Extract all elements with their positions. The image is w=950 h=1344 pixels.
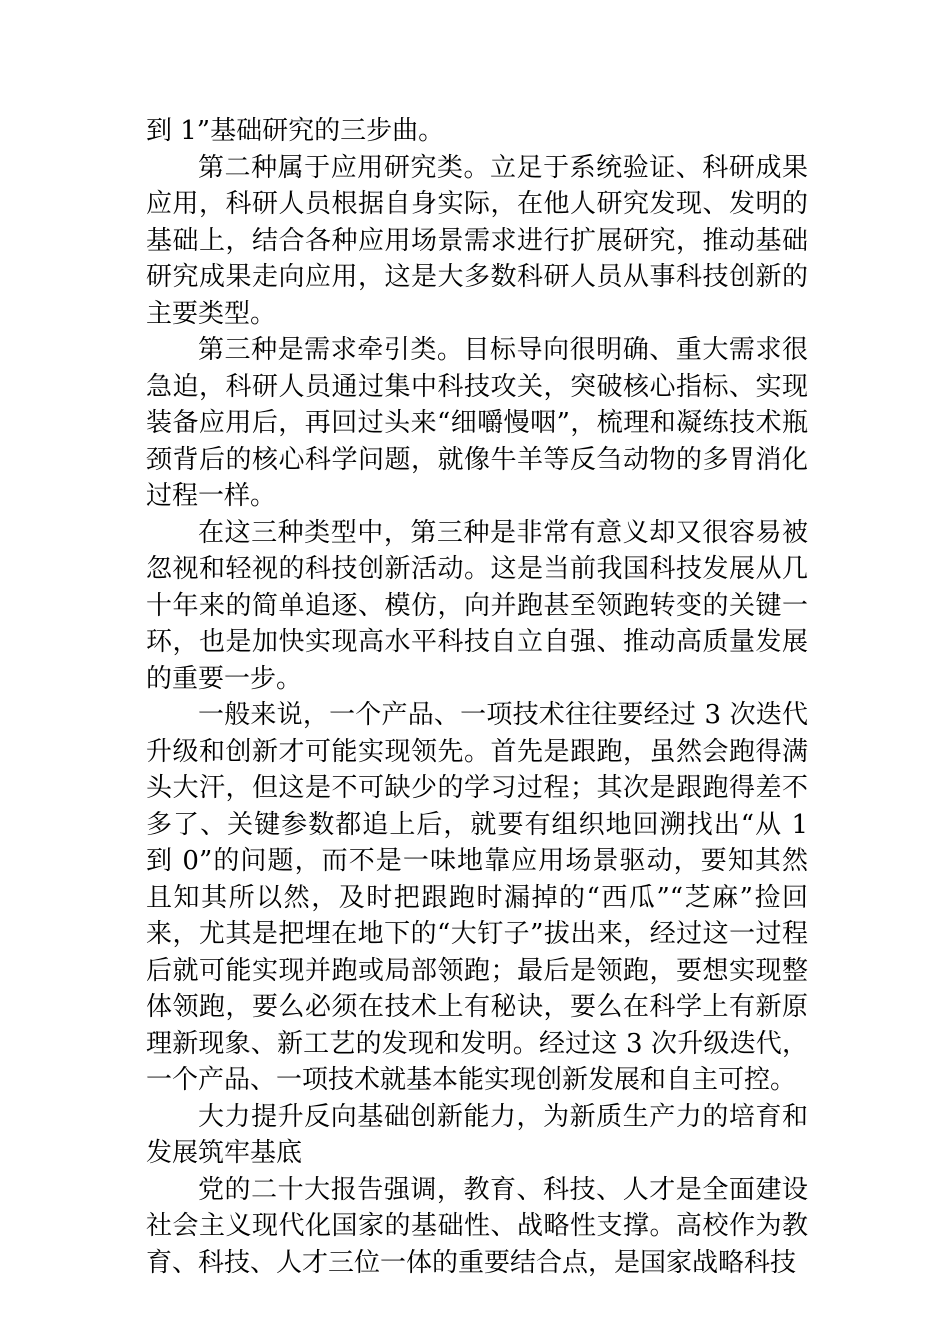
paragraph-continuation: 到 1”基础研究的三步曲。 xyxy=(146,116,445,146)
paragraph-iterations: 一般来说，一个产品、一项技术往往要经过 3 次迭代升级和创新才可能实现领先。首先是跟跑，虽然会跑得满头大汗，但这是不可缺少的学习过程；其次是跟跑得差不多了、关键参数都追上后，就要有组织地回溯找出“从 1 到 0”的问题，而不是一味地靠应用场景驱动，要知其然且知其所以然，及时把跟跑时漏掉的“西瓜”“芝麻”捡回来，尤其是把埋在地下的“大钉子”拔出来，经过这一过程后就可能实现并跑或局部领跑；最后是领跑，要想实现整体领跑，要么必须在技术上有秘诀，要么在科学上有新原理新现象、新工艺的发现和发明。经过这 3 次升级迭代，一个产品、一项技术就基本能实现创新发展和自主可控。 xyxy=(146,700,808,1095)
section-heading: 大力提升反向基础创新能力，为新质生产力的培育和发展筑牢基底 xyxy=(146,1101,808,1168)
paragraph-party-report: 党的二十大报告强调，教育、科技、人才是全面建设社会主义现代化国家的基础性、战略性支撑。高校作为教育、科技、人才三位一体的重要结合点，是国家战略科技 xyxy=(146,1174,808,1278)
paragraph-applied-research: 第二种属于应用研究类。立足于系统验证、科研成果应用，科研人员根据自身实际，在他人研究发现、发明的基础上，结合各种应用场景需求进行扩展研究，推动基础研究成果走向应用，这是大多数科研人员从事科技创新的主要类型。 xyxy=(146,152,808,329)
paragraph-demand-driven: 第三种是需求牵引类。目标导向很明确、重大需求很急迫，科研人员通过集中科技攻关，突破核心指标、实现装备应用后，再回过头来“细嚼慢咽”，梳理和凝练技术瓶颈背后的核心科学问题，就像牛羊等反刍动物的多胃消化过程一样。 xyxy=(146,335,808,511)
paragraph-three-types: 在这三种类型中，第三种是非常有意义却又很容易被忽视和轻视的科技创新活动。这是当前我国科技发展从几十年来的简单追逐、模仿，向并跑甚至领跑转变的关键一环，也是加快实现高水平科技自立自强、推动高质量发展的重要一步。 xyxy=(146,517,808,694)
document-page xyxy=(146,113,808,1281)
